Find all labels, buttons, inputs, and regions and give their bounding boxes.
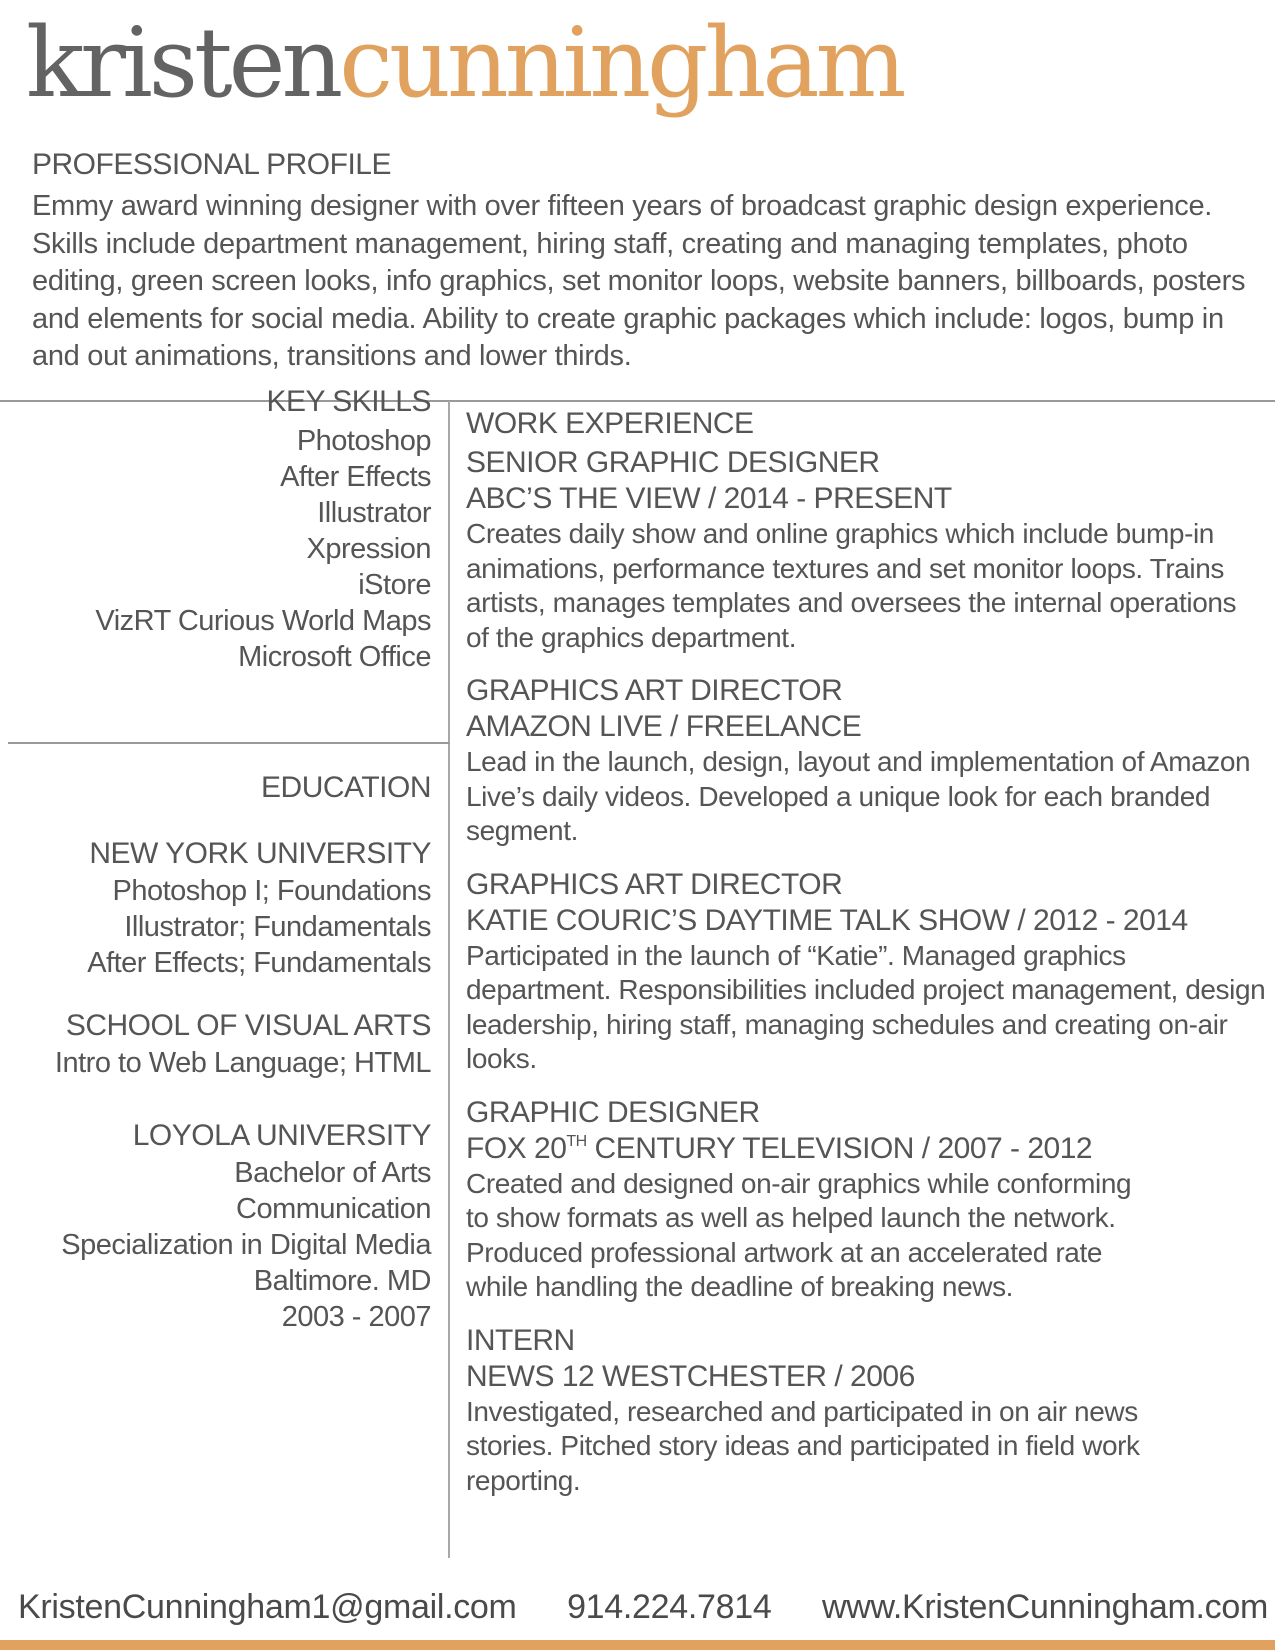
job-description: Lead in the launch, design, layout and implementation of Amazon Live’s daily videos. Developed a unique look for each branded segment. [466, 746, 1251, 846]
skill-item: Xpression [306, 533, 431, 565]
job-company-part: CENTURY TELEVISION / 2007 - 2012 [586, 1131, 1093, 1165]
job-company: NEWS 12 WESTCHESTER / 2006 [466, 1359, 915, 1393]
phone-number[interactable]: 914.224.7814 [567, 1588, 772, 1626]
skills-heading: KEY SKILLS [266, 385, 431, 418]
job-description: Participated in the launch of “Katie”. Managed graphics department. Responsibilities included project management, design leadership, hiring staff, managing schedules and creating on-air looks. [466, 939, 1266, 1074]
job-description: Created and designed on-air graphics while conforming to show formats as well as helped launch the network. Produced professional artwork at an accelerated rate while handling the deadline of breaking news. [466, 1167, 1132, 1302]
job-company-superscript: TH [566, 1132, 587, 1150]
job-entry [466, 673, 1266, 849]
skill-item: Microsoft Office [238, 641, 431, 673]
skill-item: iStore [358, 569, 431, 601]
job-title: GRAPHIC DESIGNER [466, 1095, 760, 1129]
job-company: KATIE COURIC’S DAYTIME TALK SHOW / 2012 - 2014 [466, 903, 1188, 937]
job-company: ABC’S THE VIEW / 2014 - PRESENT [466, 482, 952, 515]
education-entry [55, 1007, 431, 1081]
education-detail: 2003 - 2007 [281, 1301, 431, 1333]
profile-heading: PROFESSIONAL PROFILE [32, 148, 391, 181]
skill-item: VizRT Curious World Maps [95, 605, 431, 637]
website-link[interactable]: www.KristenCunningham.com [821, 1588, 1268, 1626]
education-detail: Intro to Web Language; HTML [54, 1047, 431, 1079]
school-name: SCHOOL OF VISUAL ARTS [65, 1009, 431, 1042]
education-entry [55, 835, 431, 981]
work-experience-section [466, 407, 1266, 1498]
education-detail: After Effects; Fundamentals [87, 947, 431, 979]
job-title: SENIOR GRAPHIC DESIGNER [466, 446, 880, 479]
education-detail: Specialization in Digital Media [61, 1229, 431, 1261]
professional-profile-section [32, 148, 1257, 376]
job-company-part: FOX 20 [466, 1131, 567, 1165]
key-skills-section [95, 385, 431, 675]
education-entry [55, 1117, 431, 1335]
education-section [55, 771, 431, 1335]
job-description: Creates daily show and online graphics which include bump-in animations, performance textures and set monitor loops. Trains artists, manages templates and oversees the internal operations of the graphics department. [466, 518, 1237, 653]
education-heading: EDUCATION [261, 771, 431, 804]
school-name: NEW YORK UNIVERSITY [89, 837, 431, 870]
job-title: INTERN [466, 1323, 575, 1357]
education-detail: Bachelor of Arts [234, 1157, 431, 1189]
experience-heading: WORK EXPERIENCE [466, 407, 754, 440]
job-entry [466, 1323, 1266, 1499]
skill-item: Photoshop [296, 425, 431, 457]
job-entry [466, 1095, 1266, 1305]
school-name: LOYOLA UNIVERSITY [132, 1119, 431, 1152]
first-name: kristen [26, 7, 340, 119]
resume-name [26, 6, 903, 121]
job-entry [466, 867, 1266, 1077]
skills-education-divider [8, 742, 450, 744]
profile-text: Emmy award winning designer with over fifteen years of broadcast graphic design experience. Skills include department management, hiring staff, creating and managing templates, photo editing, green screen looks, info graphics, set monitor loops, website banners, billboards, posters and elements for social media. Ability to create graphic packages which include: logos, bump in and out animations, transitions and lower thirds. [32, 190, 1246, 372]
last-name: cunningham [339, 7, 903, 119]
skill-item: Illustrator [317, 497, 431, 529]
education-detail: Photoshop I; Foundations [112, 875, 431, 907]
contact-footer [18, 1588, 1268, 1627]
education-detail: Illustrator; Fundamentals [124, 911, 431, 943]
job-title: GRAPHICS ART DIRECTOR [466, 867, 843, 901]
education-detail: Baltimore. MD [253, 1265, 431, 1297]
job-title: GRAPHICS ART DIRECTOR [466, 674, 843, 707]
job-company: AMAZON LIVE / FREELANCE [466, 710, 862, 743]
skill-item: After Effects [280, 461, 431, 493]
accent-bar [0, 1640, 1275, 1650]
email-link[interactable]: KristenCunningham1@gmail.com [18, 1588, 517, 1626]
column-divider [448, 401, 450, 1558]
job-description: Investigated, researched and participated in on air news stories. Pitched story ideas and participated in field work reporting. [466, 1395, 1140, 1496]
job-company [466, 1131, 1266, 1167]
job-entry [466, 445, 1266, 655]
education-detail: Communication [236, 1193, 431, 1225]
